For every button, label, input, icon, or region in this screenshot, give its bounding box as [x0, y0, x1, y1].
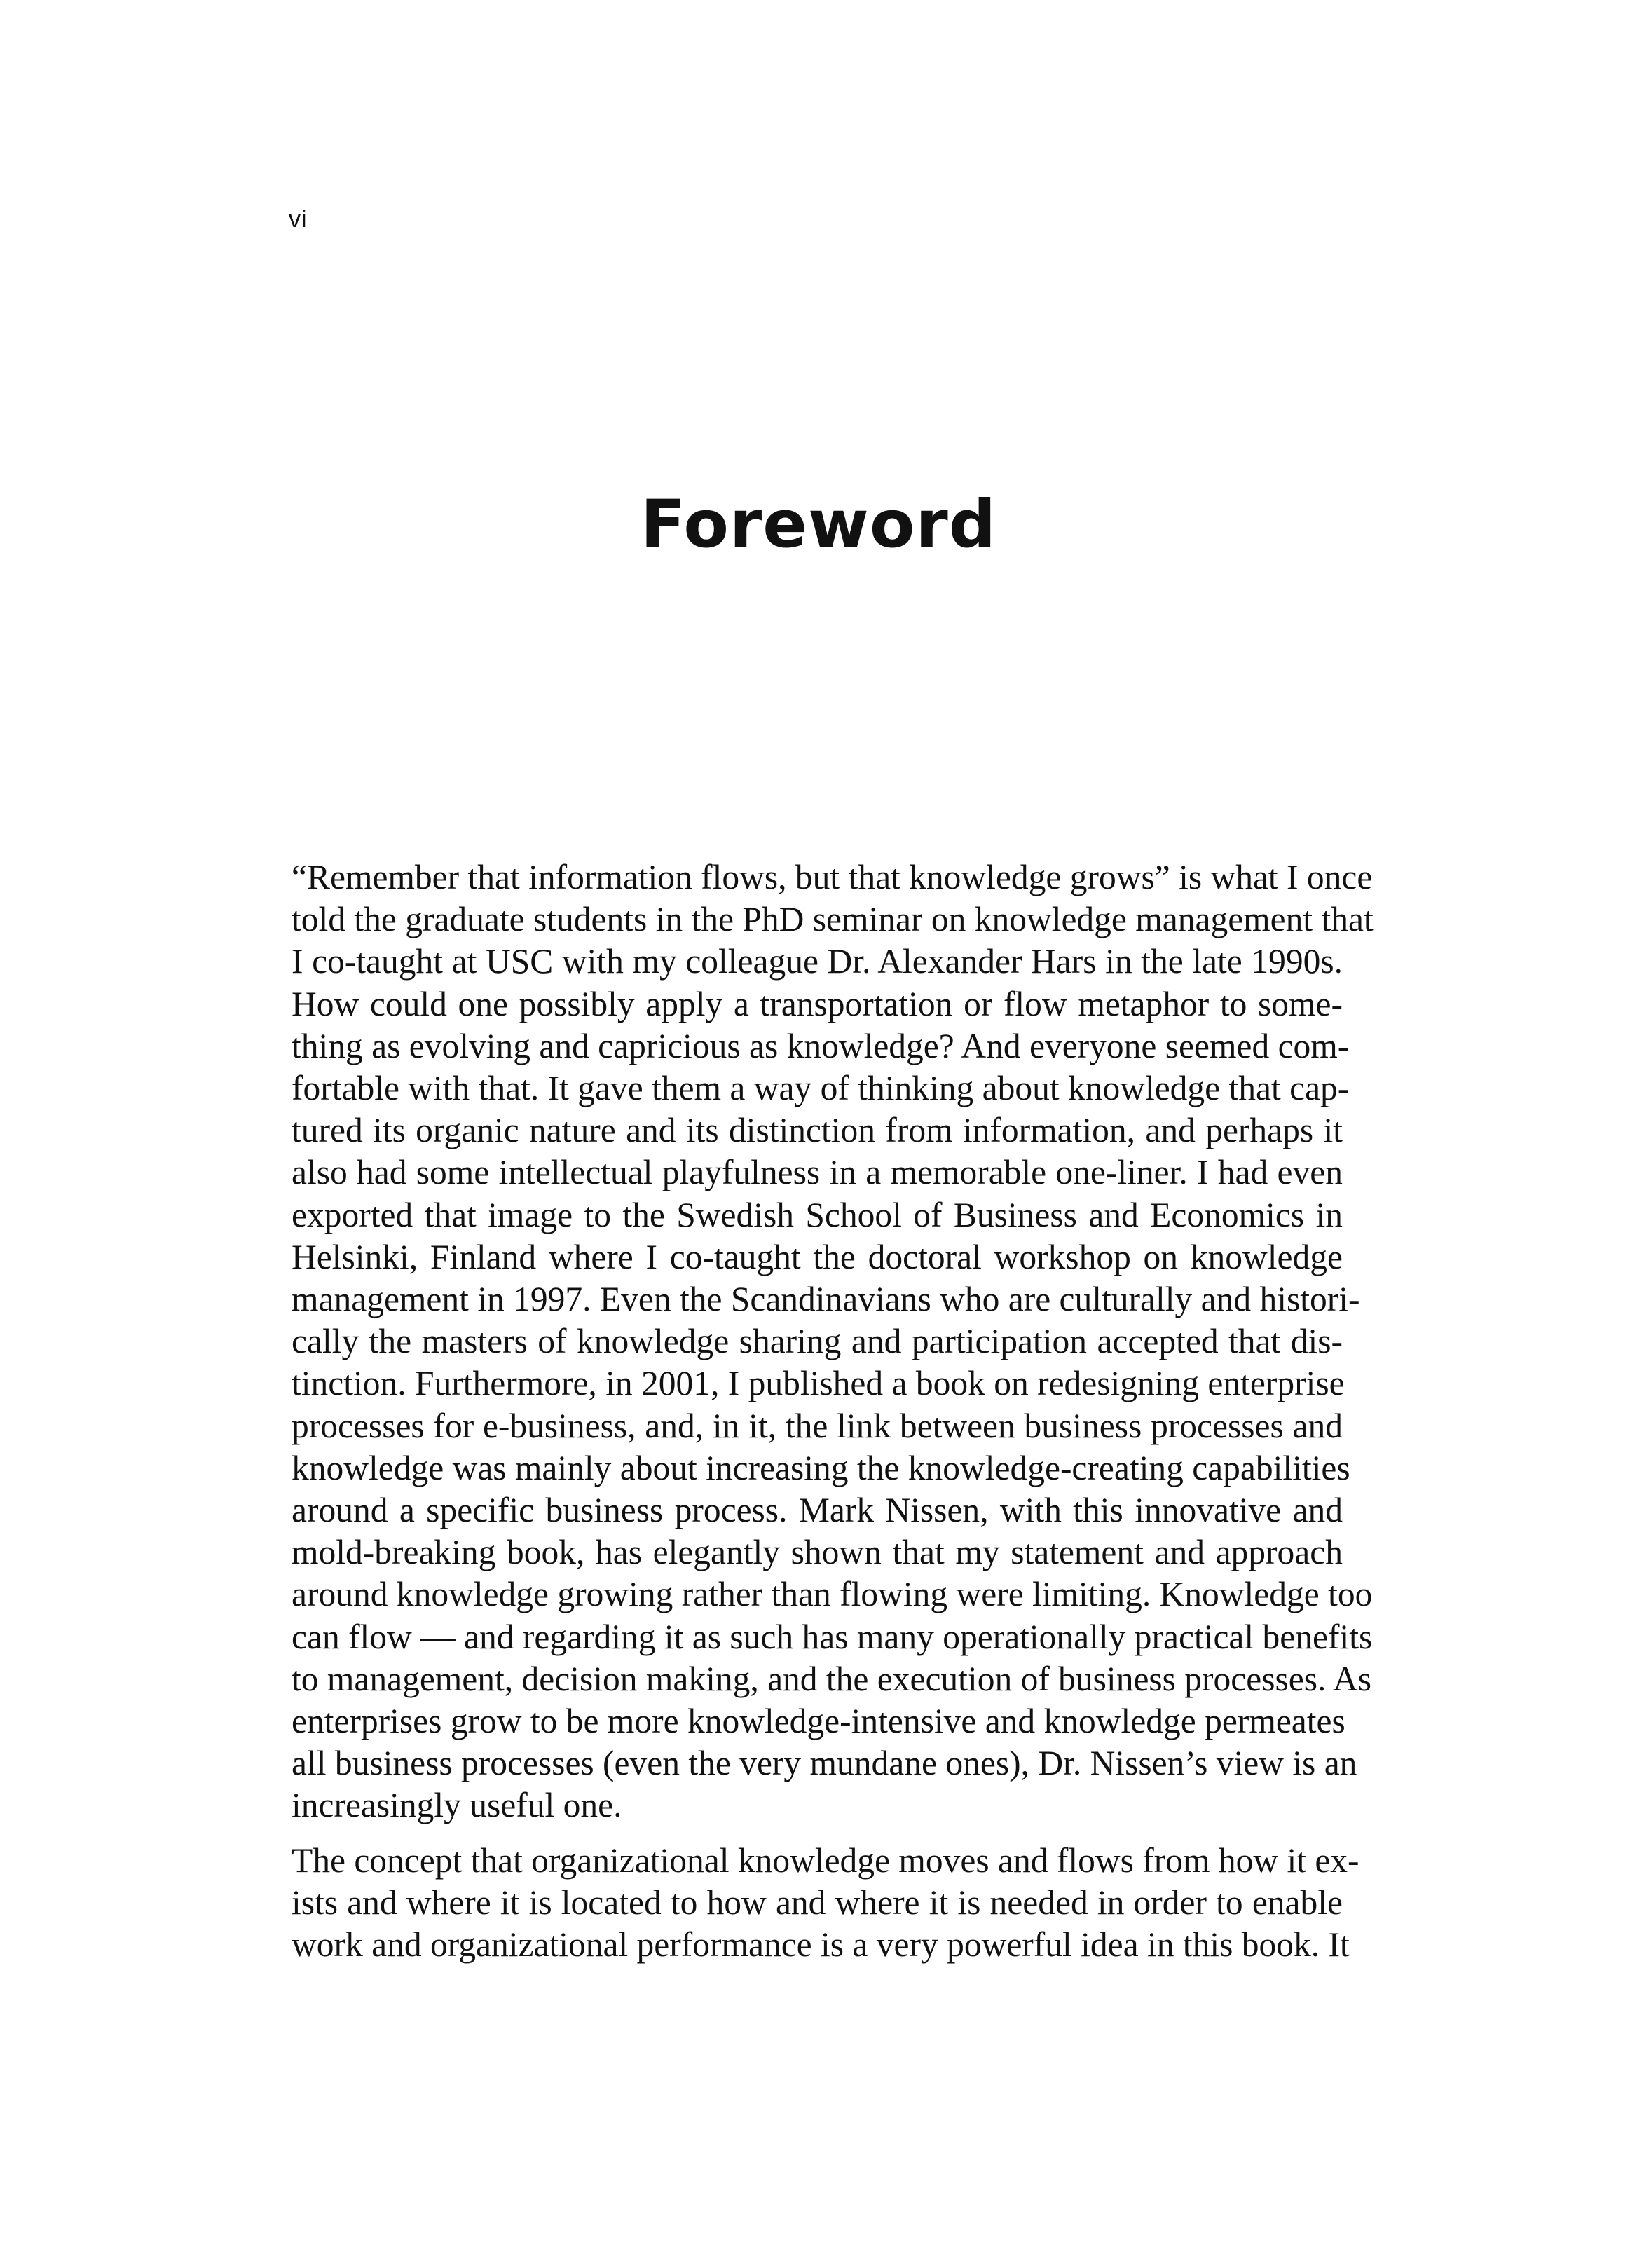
text-line: tured its organic nature and its distinction from information, and perhaps it — [292, 1111, 1343, 1150]
text-line: How could one possibly apply a transportation or flow metaphor to some- — [292, 984, 1343, 1023]
text-line: The concept that organizational knowledge moves and flows from how it ex- — [292, 1840, 1359, 1880]
paragraph-1 — [292, 856, 1374, 1827]
text-line: around knowledge growing rather than flowing were limiting. Knowledge too — [292, 1575, 1373, 1614]
body-text — [292, 856, 1374, 1979]
text-line: processes for e-business, and, in it, the link between business processes and — [292, 1406, 1343, 1445]
text-line: tinction. Furthermore, in 2001, I published a book on redesigning enterprise — [292, 1364, 1345, 1403]
text-line: told the graduate students in the PhD seminar on knowledge management that — [292, 900, 1374, 939]
page-number: vi — [289, 206, 308, 233]
chapter-title: Foreword — [640, 486, 997, 563]
text-line: around a specific business process. Mark Nissen, with this innovative and — [292, 1491, 1343, 1530]
text-line: to management, decision making, and the execution of business processes. As — [292, 1659, 1372, 1698]
text-line: also had some intellectual playfulness in a memorable one-liner. I had even — [292, 1153, 1343, 1192]
text-line: all business processes (even the very mundane ones), Dr. Nissen’s view is an — [292, 1744, 1357, 1783]
text-line: mold-breaking book, has elegantly shown that my statement and approach — [292, 1533, 1343, 1572]
paragraph-2 — [292, 1840, 1359, 1967]
text-line: knowledge was mainly about increasing the knowledge-creating capabilities — [292, 1448, 1350, 1487]
text-line: increasingly useful one. — [292, 1786, 622, 1825]
text-line: thing as evolving and capricious as knowledge? And everyone seemed com- — [292, 1026, 1350, 1065]
text-line: ists and where it is located to how and where it is needed in order to enable — [292, 1883, 1343, 1922]
text-line: I co-taught at USC with my colleague Dr. Alexander Hars in the late 1990s. — [292, 942, 1343, 981]
text-line: can flow — and regarding it as such has many operationally practical benefits — [292, 1617, 1373, 1656]
text-line: exported that image to the Swedish School of Business and Economics in — [292, 1195, 1343, 1234]
text-line: “Remember that information flows, but that knowledge grows” is what I once — [292, 858, 1373, 896]
text-line: Helsinki, Finland where I co-taught the doctoral workshop on knowledge — [292, 1237, 1343, 1276]
text-line: cally the masters of knowledge sharing and participation accepted that dis- — [292, 1322, 1343, 1361]
text-line: management in 1997. Even the Scandinavians who are culturally and histori- — [292, 1280, 1360, 1319]
text-line: work and organizational performance is a very powerful idea in this book. It — [292, 1925, 1350, 1965]
text-line: enterprises grow to be more knowledge-intensive and knowledge permeates — [292, 1702, 1345, 1741]
text-line: fortable with that. It gave them a way of thinking about knowledge that cap- — [292, 1069, 1350, 1108]
